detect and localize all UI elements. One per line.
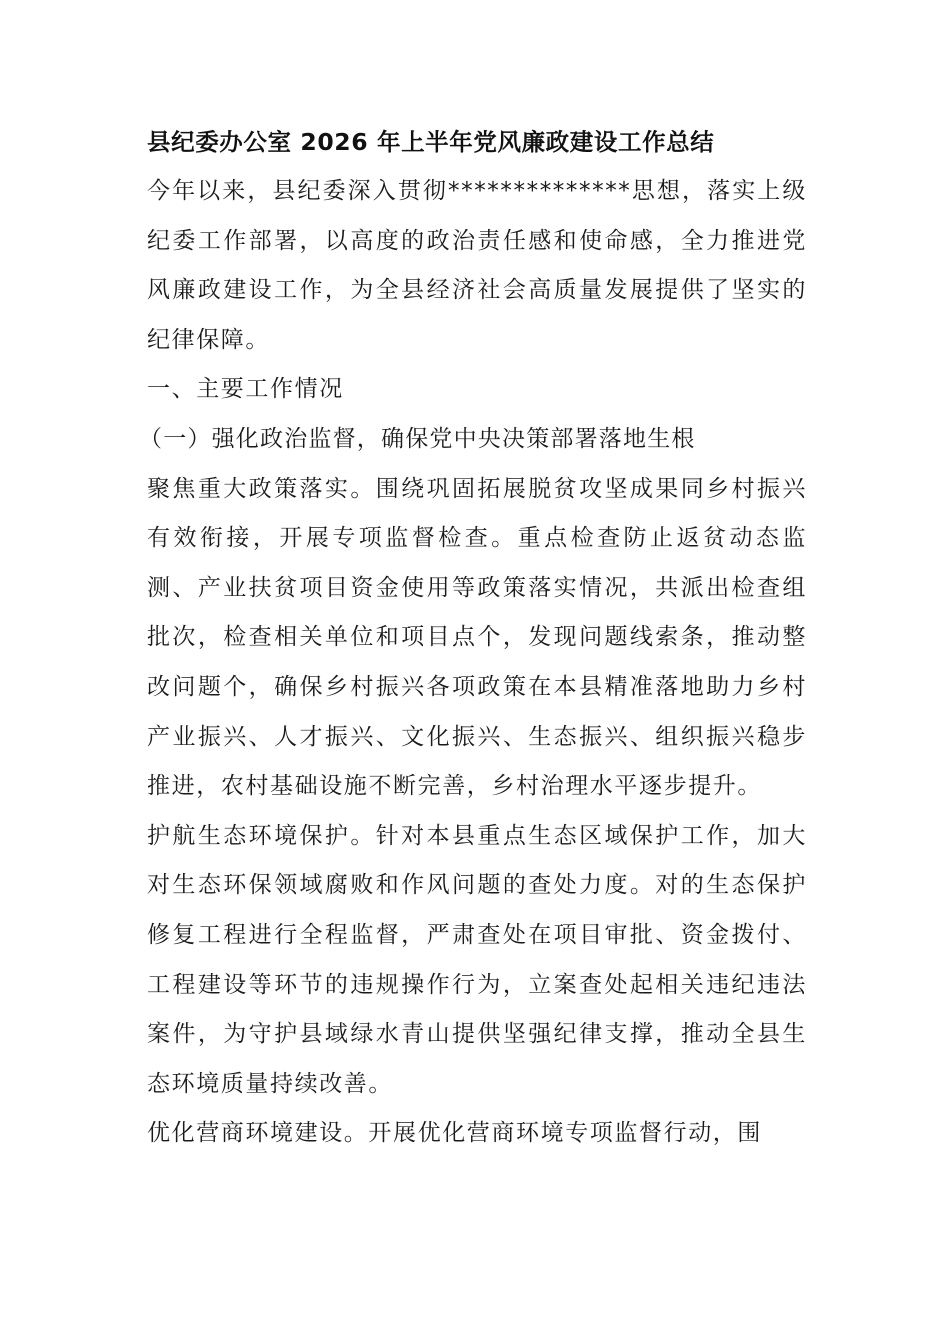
subsection-heading: （一）强化政治监督，确保党中央决策部署落地生根 <box>139 425 696 452</box>
body-paragraph-business: 优化营商环境建设。开展优化营商环境专项监督行动，围 <box>147 1120 762 1147</box>
document-title: 县纪委办公室 2026 年上半年党风廉政建设工作总结 <box>147 128 715 156</box>
body-paragraph-ecology: 护航生态环境保护。针对本县重点生态区域保护工作，加大对生态环保领域腐败和作风问题的查处力度。对的生态保护修复工程进行全程监督，严肃查处在项目审批、资金拨付、工程建设等环节的违规操作行为，立案查处起相关违纪违法案件，为守护县域绿水青山提供坚强纪律支撑，推动全县生态环境质量持续改善。 <box>147 822 807 1097</box>
body-paragraph-policy: 聚焦重大政策落实。围绕巩固拓展脱贫攻坚成果同乡村振兴有效衔接，开展专项监督检查。重点检查防止返贫动态监测、产业扶贫项目资金使用等政策落实情况，共派出检查组批次，检查相关单位和项目点个，发现问题线索条，推动整改问题个，确保乡村振兴各项政策在本县精准落地助力乡村产业振兴、人才振兴、文化振兴、生态振兴、组织振兴稳步推进，农村基础设施不断完善，乡村治理水平逐步提升。 <box>147 475 807 800</box>
document-body <box>139 117 807 1159</box>
intro-paragraph: 今年以来，县纪委深入贯彻**************思想，落实上级纪委工作部署，以高度的政治责任感和使命感，全力推进党风廉政建设工作，为全县经济社会高质量发展提供了坚实的纪律保障。 <box>147 178 807 353</box>
section-heading: 一、主要工作情况 <box>147 376 344 403</box>
